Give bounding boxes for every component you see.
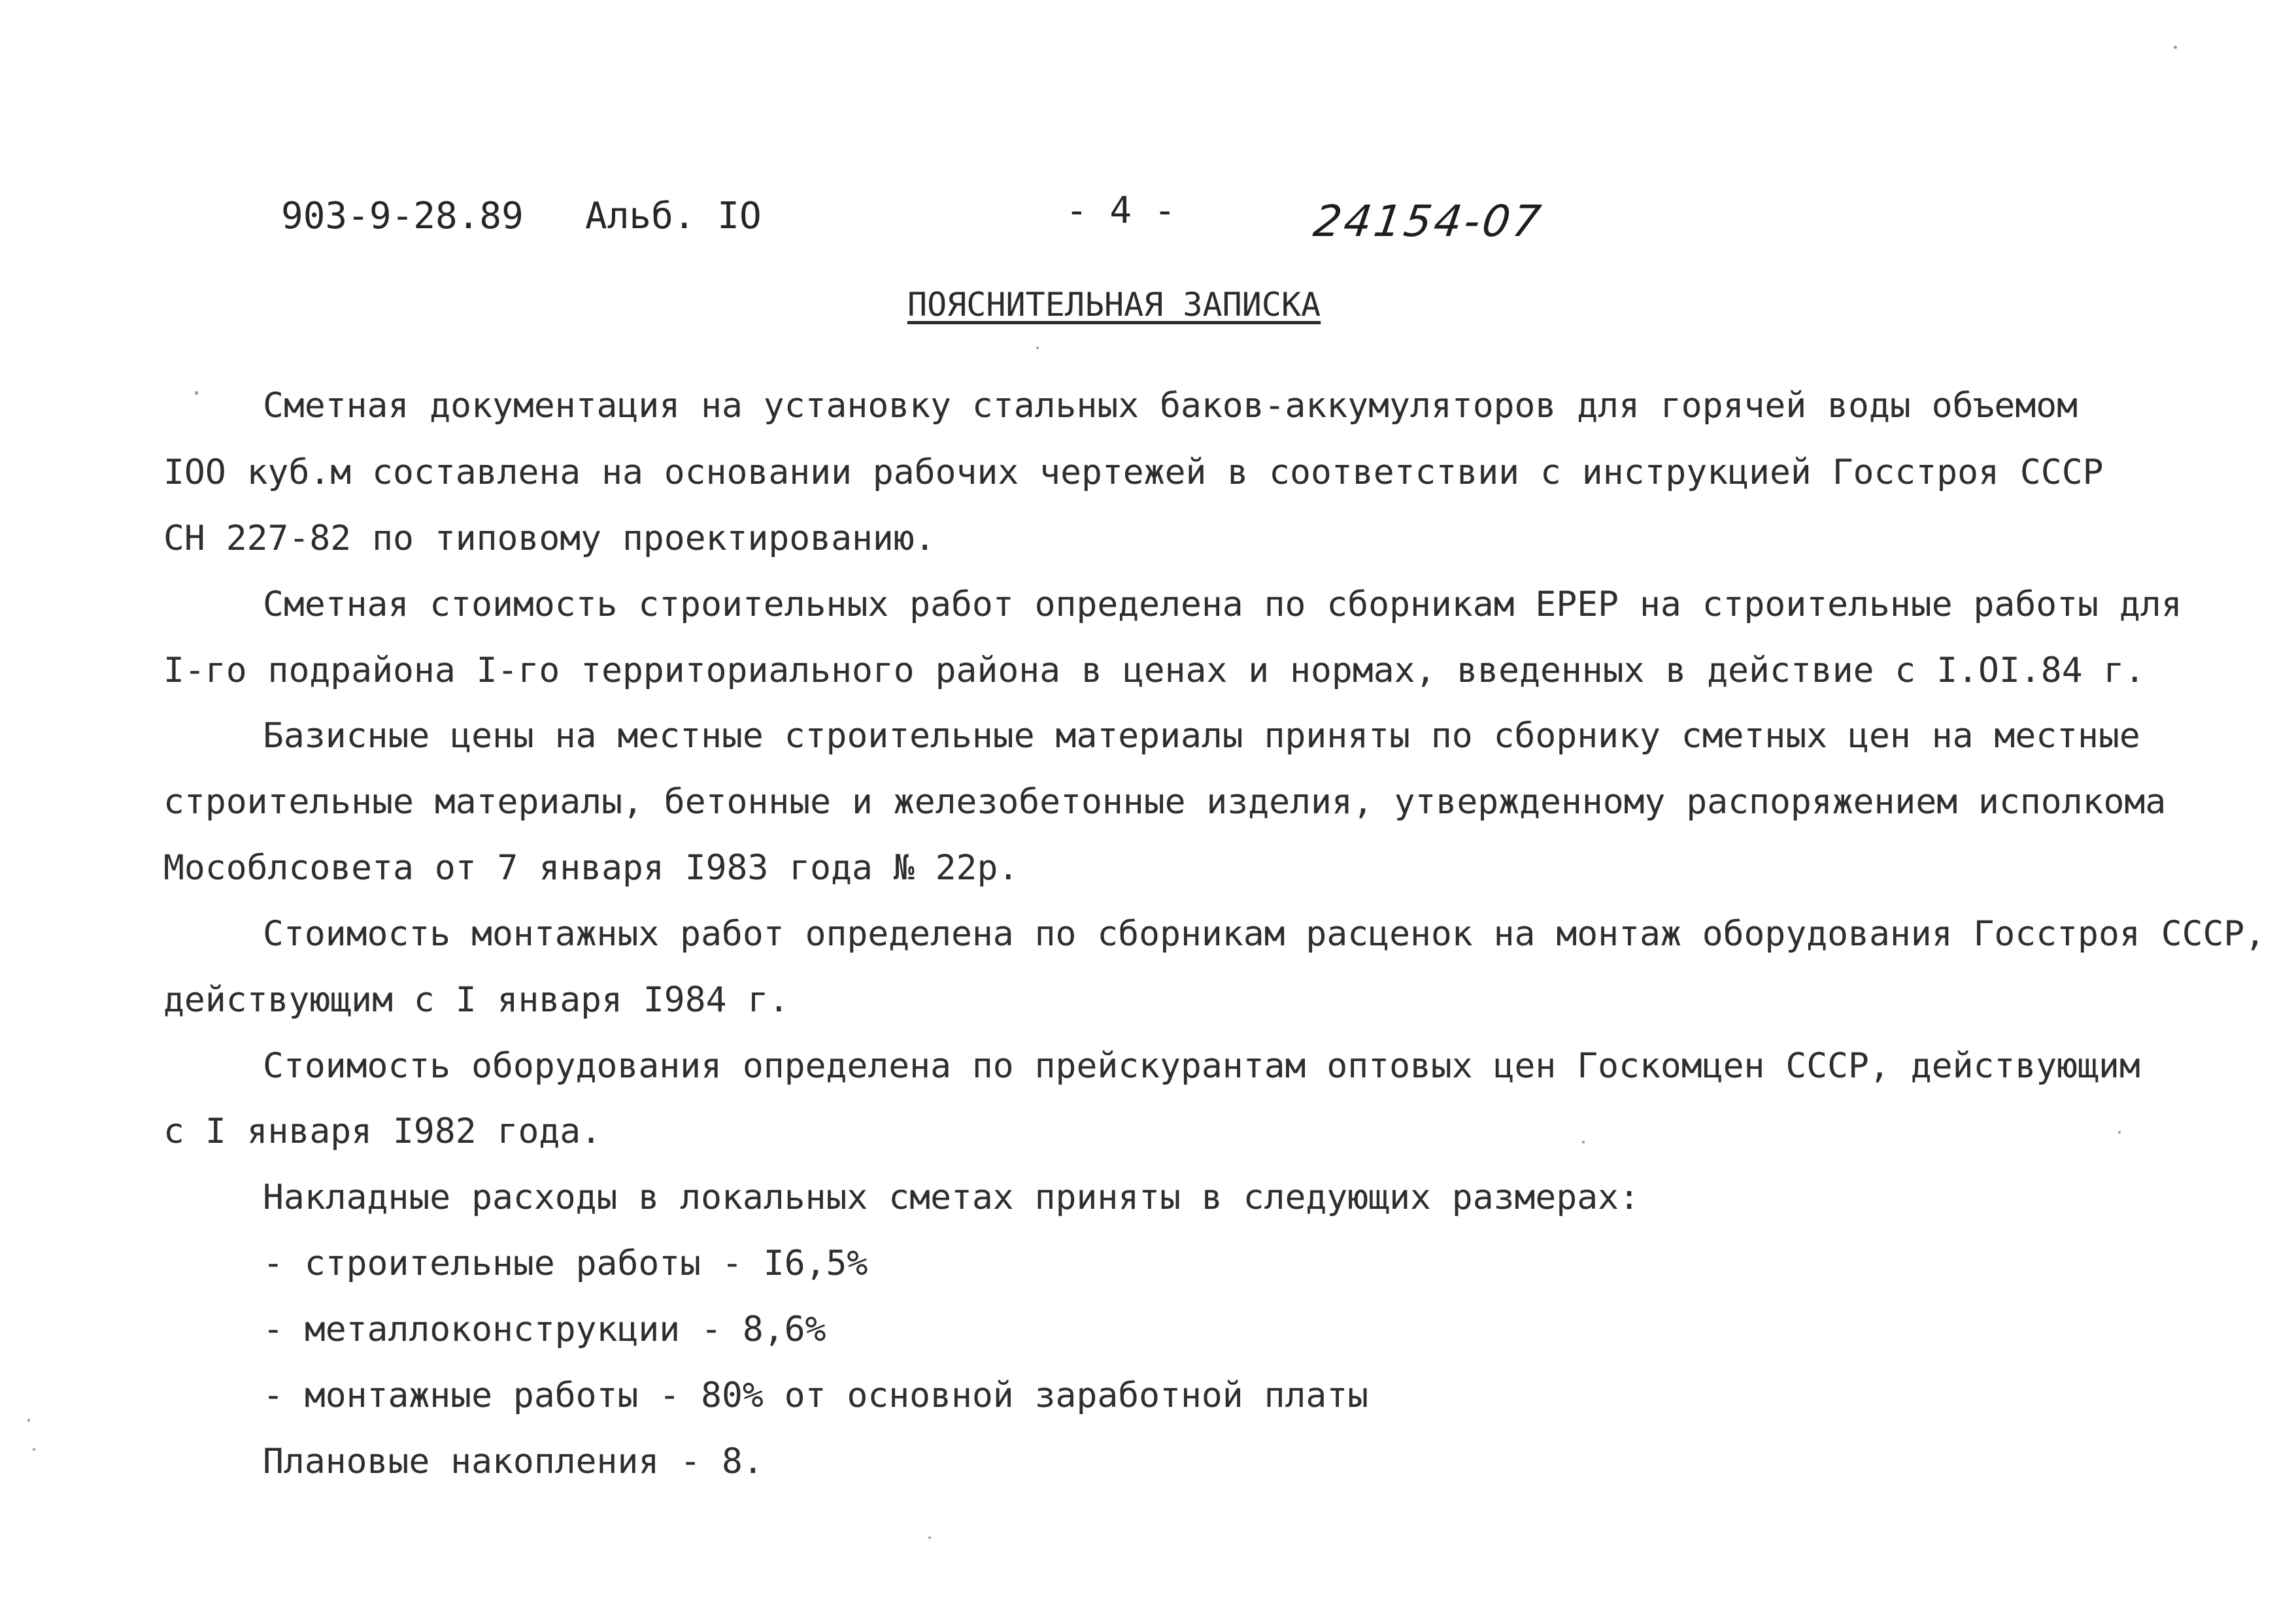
text-line: СН 227-82 по типовому проектированию. bbox=[163, 518, 936, 558]
scan-speck bbox=[195, 391, 198, 395]
text-line: Накладные расходы в локальных сметах приняты в следующих размерах: bbox=[263, 1177, 1640, 1217]
text-line: Стоимость оборудования определена по прейскурантам оптовых цен Госкомцен СССР, действующим bbox=[263, 1046, 2140, 1086]
list-item: - строительные работы - I6,5% bbox=[263, 1243, 868, 1283]
handwritten-inventory-number: 24154-07 bbox=[1310, 196, 1547, 246]
document-title: ПОЯСНИТЕЛЬНАЯ ЗАПИСКА bbox=[907, 286, 1321, 324]
text-line: Плановые накопления - 8. bbox=[263, 1442, 764, 1481]
scan-speck bbox=[33, 1448, 35, 1451]
scan-speck bbox=[1582, 1141, 1585, 1143]
list-item: - металлоконструкции - 8,6% bbox=[263, 1310, 826, 1349]
album-number: Альб. IO bbox=[585, 195, 762, 237]
text-line: Сметная документация на установку стальных баков-аккумуляторов для горячей воды объемом bbox=[263, 386, 2078, 426]
text-line: Сметная стоимость строительных работ определена по сборникам ЕРЕР на строительные работы для bbox=[263, 584, 2182, 624]
text-line: I-го подрайона I-го территориального района в ценах и нормах, введенных в действие с I.OI.84 г. bbox=[163, 651, 2146, 690]
scan-speck bbox=[928, 1536, 931, 1539]
text-line: с I января I982 года. bbox=[163, 1111, 602, 1151]
scan-speck bbox=[2118, 1131, 2121, 1134]
document-code: 903-9-28.89 bbox=[281, 195, 524, 237]
text-line: IOO куб.м составлена на основании рабочих чертежей в соответствии с инструкцией Госстроя СССР bbox=[163, 452, 2104, 492]
text-line: строительные материалы, бетонные и железобетонные изделия, утвержденному распоряжением исполкома bbox=[163, 782, 2167, 822]
scan-speck bbox=[2174, 46, 2177, 49]
list-item: - монтажные работы - 80% от основной заработной платы bbox=[263, 1376, 1369, 1415]
text-line: Мособлсовета от 7 января I983 года № 22р. bbox=[163, 848, 1019, 888]
scan-speck bbox=[1036, 347, 1039, 349]
page-number: - 4 - bbox=[1066, 190, 1176, 232]
text-line: действующим с I января I984 г. bbox=[163, 980, 790, 1020]
text-line: Базисные цены на местные строительные материалы приняты по сборнику сметных цен на местные bbox=[263, 716, 2140, 756]
scan-speck bbox=[27, 1419, 30, 1422]
text-line: Стоимость монтажных работ определена по сборникам расценок на монтаж оборудования Госстроя СССР, bbox=[263, 914, 2266, 954]
